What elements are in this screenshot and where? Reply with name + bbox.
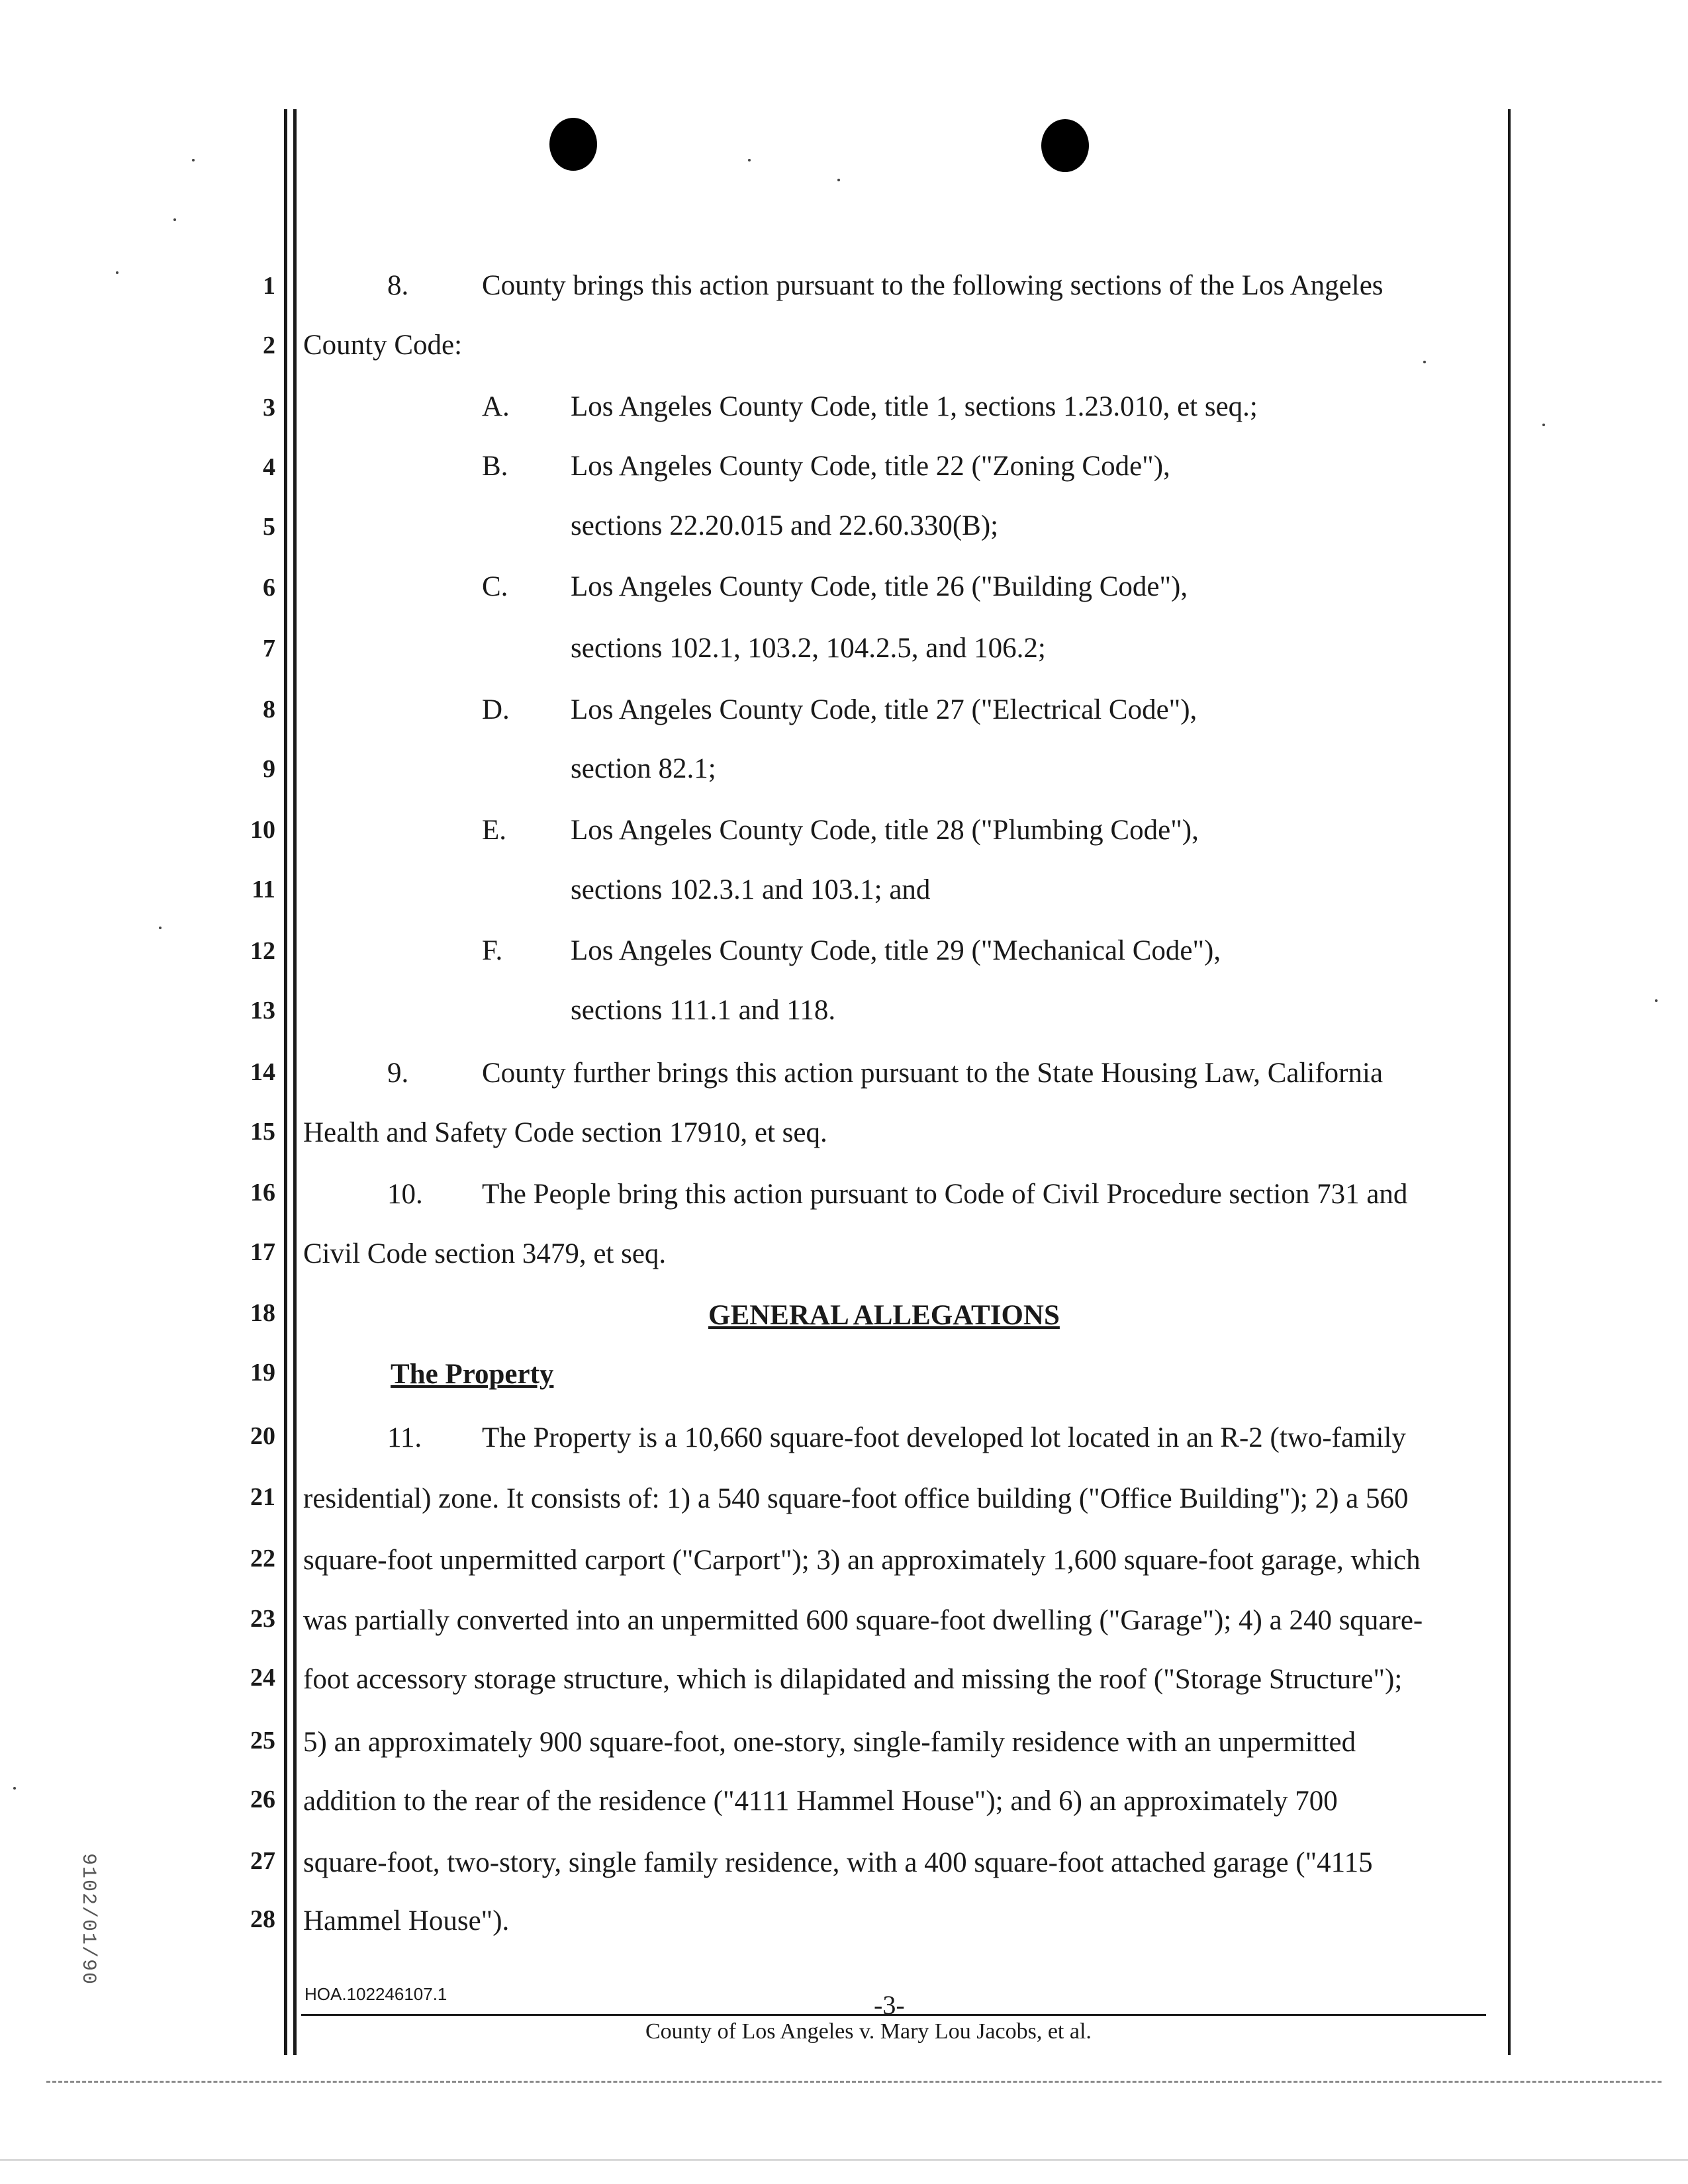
para8-line2: County Code:	[303, 330, 463, 361]
item-b-line1: Los Angeles County Code, title 22 ("Zoning Code"),	[571, 451, 1170, 482]
line-number: 12	[250, 937, 275, 965]
para11-line: addition to the rear of the residence ("4111 Hammel House"); and 6) an approximately 700	[303, 1786, 1338, 1817]
item-d-line1: Los Angeles County Code, title 27 ("Electrical Code"),	[571, 694, 1197, 725]
para10-number: 10.	[387, 1179, 423, 1210]
left-margin-rule-inner	[293, 109, 297, 2055]
line-number: 10	[250, 816, 275, 844]
punch-hole	[549, 118, 597, 171]
scan-speck	[13, 1787, 16, 1790]
section-heading: GENERAL ALLEGATIONS	[708, 1300, 1060, 1331]
punch-hole	[1041, 119, 1089, 172]
para11-line: square-foot, two-story, single family residence, with a 400 square-foot attached garage ("4115	[303, 1847, 1373, 1878]
margin-date-stamp: 9102/01/90	[77, 1853, 99, 1986]
line-number: 20	[250, 1422, 275, 1450]
line-number: 23	[250, 1605, 275, 1633]
line-number: 6	[263, 574, 275, 602]
para11-line: Hammel House").	[303, 1905, 510, 1936]
subsection-heading: The Property	[391, 1359, 554, 1390]
para10-line2: Civil Code section 3479, et seq.	[303, 1238, 667, 1269]
para11-line: was partially converted into an unpermitted 600 square-foot dwelling ("Garage"); 4) a 240 square-	[303, 1605, 1423, 1636]
line-number: 9	[263, 755, 275, 783]
line-number: 8	[263, 696, 275, 723]
line-number: 28	[250, 1905, 275, 1933]
item-f-letter: F.	[482, 935, 503, 966]
para11-number: 11.	[387, 1422, 422, 1453]
scan-bottom-band	[0, 2159, 1688, 2161]
para11-line: 5) an approximately 900 square-foot, one-story, single-family residence with an unpermitted	[303, 1727, 1356, 1758]
para8-line1: County brings this action pursuant to the following sections of the Los Angeles	[482, 270, 1383, 301]
item-e-line2: sections 102.3.1 and 103.1; and	[571, 874, 931, 905]
scan-speck	[173, 218, 176, 221]
footer-case-caption: County of Los Angeles v. Mary Lou Jacobs, et al.	[645, 2019, 1092, 2044]
line-number: 7	[263, 635, 275, 662]
para9-number: 9.	[387, 1058, 409, 1089]
footer-document-id: HOA.102246107.1	[305, 1984, 447, 2004]
para11-line: residential) zone. It consists of: 1) a 540 square-foot office building ("Office Building"); 2) a 560	[303, 1483, 1409, 1514]
line-number: 21	[250, 1483, 275, 1511]
item-b-line2: sections 22.20.015 and 22.60.330(B);	[571, 510, 999, 541]
scan-speck	[159, 927, 162, 929]
scan-speck	[837, 179, 840, 181]
item-c-letter: C.	[482, 571, 508, 602]
right-margin-rule	[1508, 109, 1511, 2055]
para11-line: The Property is a 10,660 square-foot developed lot located in an R-2 (two-family	[482, 1422, 1406, 1453]
scan-speck	[116, 271, 118, 274]
item-f-line2: sections 111.1 and 118.	[571, 995, 836, 1026]
item-c-line2: sections 102.1, 103.2, 104.2.5, and 106.2;	[571, 633, 1046, 664]
para10-line1: The People bring this action pursuant to Code of Civil Procedure section 731 and	[482, 1179, 1408, 1210]
item-d-letter: D.	[482, 694, 510, 725]
item-f-line1: Los Angeles County Code, title 29 ("Mechanical Code"),	[571, 935, 1221, 966]
line-number: 3	[263, 394, 275, 422]
line-number: 19	[250, 1359, 275, 1387]
line-number: 25	[250, 1727, 275, 1754]
item-e-line1: Los Angeles County Code, title 28 ("Plumbing Code"),	[571, 815, 1199, 846]
scan-speck	[1423, 361, 1426, 363]
scan-speck	[1655, 999, 1658, 1002]
line-number: 17	[250, 1238, 275, 1266]
line-number: 11	[252, 876, 275, 903]
item-a-letter: A.	[482, 391, 510, 422]
item-e-letter: E.	[482, 815, 507, 846]
line-number: 14	[250, 1058, 275, 1086]
line-number: 18	[250, 1299, 275, 1327]
item-b-letter: B.	[482, 451, 508, 482]
para8-number: 8.	[387, 270, 409, 301]
para11-line: square-foot unpermitted carport ("Carport"); 3) an approximately 1,600 square-foot garage, which	[303, 1545, 1421, 1576]
line-number: 27	[250, 1847, 275, 1875]
para9-line1: County further brings this action pursuant to the State Housing Law, California	[482, 1058, 1383, 1089]
line-number: 15	[250, 1118, 275, 1146]
line-number: 2	[263, 332, 275, 359]
line-number: 22	[250, 1545, 275, 1572]
para9-line2: Health and Safety Code section 17910, et seq.	[303, 1117, 827, 1148]
scan-edge-line	[46, 2081, 1662, 2083]
left-margin-rule	[284, 109, 287, 2055]
line-number: 5	[263, 513, 275, 541]
line-number: 24	[250, 1664, 275, 1692]
line-number: 16	[250, 1179, 275, 1206]
para11-line: foot accessory storage structure, which is dilapidated and missing the roof ("Storage Structure");	[303, 1664, 1403, 1695]
item-c-line1: Los Angeles County Code, title 26 ("Building Code"),	[571, 571, 1188, 602]
line-number: 26	[250, 1786, 275, 1813]
scan-speck	[1542, 424, 1545, 426]
line-number: 4	[263, 453, 275, 481]
item-a-line1: Los Angeles County Code, title 1, sections 1.23.010, et seq.;	[571, 391, 1258, 422]
item-d-line2: section 82.1;	[571, 753, 716, 784]
scan-speck	[748, 159, 751, 161]
footer-page-number: -3-	[874, 1990, 905, 2020]
scan-speck	[192, 159, 195, 161]
line-number: 1	[263, 272, 275, 300]
line-number: 13	[250, 997, 275, 1024]
